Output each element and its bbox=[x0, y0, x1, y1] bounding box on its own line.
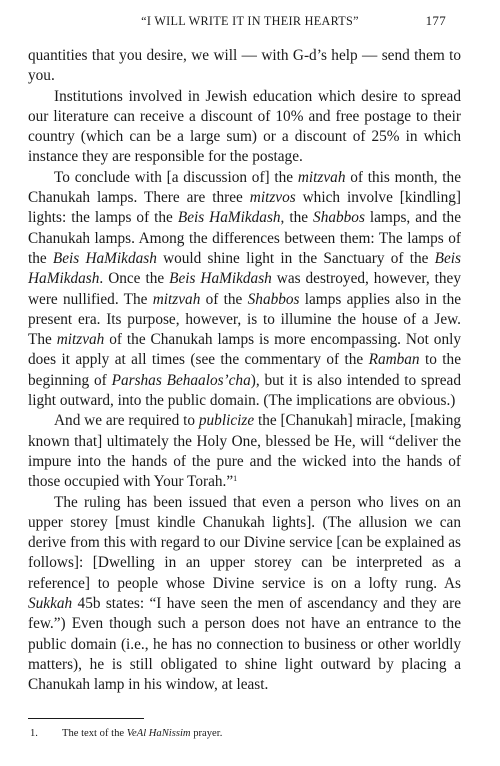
italic-term: Beis HaMikdash bbox=[177, 209, 281, 227]
paragraph bbox=[28, 493, 461, 696]
italic-term: Shabbos bbox=[247, 290, 300, 308]
text-run: ), but it is also intended to spread light outward, into the public domain. (The implications are obvious.) bbox=[28, 371, 461, 410]
text-run: The ruling has been issued that even a person who lives on an upper storey [must kindle Chanukah lights]. (The allusion we can derive from this with regard to our Divine service [can be explained as follows]: [Dwelling in an upper storey can be interpreted as a reference] to people whose Divine service is on a lofty rung. As bbox=[28, 493, 461, 592]
page-number: 177 bbox=[425, 13, 446, 28]
footnote bbox=[30, 727, 460, 741]
italic-term: Parshas Behaalos’cha bbox=[111, 371, 251, 389]
text-run: Institutions involved in Jewish education which desire to spread our literature can receive a discount of 10% and free postage to their country (which can be a large sum) or a discount of 25% in which instance they are responsible for the postage. bbox=[28, 87, 461, 166]
text-run: lamps, and the Chanukah lamps. Among the differences between them: The lamps of the bbox=[28, 209, 461, 267]
body-text bbox=[28, 46, 461, 696]
text-run: , the bbox=[280, 209, 314, 227]
italic-term: Shabbos bbox=[313, 209, 365, 227]
text-run: lamps applies also in the present era. Its purpose, however, is to illumine the house of a Jew. The bbox=[28, 290, 462, 349]
italic-term: mitzvah bbox=[297, 168, 346, 186]
footnote-text bbox=[62, 728, 222, 739]
italic-term: Ramban bbox=[368, 351, 420, 369]
paragraph bbox=[28, 46, 461, 87]
text-run: 45b states: “I have seen the men of ascendancy and they are few.”) Even though such a person does not have an entrance to the public domain (i.e., he has no connection to business or other worldly matters), he is still obligated to shine light outward by placing a Chanukah lamp in his window, at least. bbox=[28, 595, 461, 694]
text-run: And we are required to bbox=[54, 412, 199, 430]
italic-term: Sukkah bbox=[28, 595, 73, 613]
text-run: prayer. bbox=[190, 728, 223, 739]
italic-term: mitzvah bbox=[56, 331, 105, 349]
italic-term: publicize bbox=[198, 412, 255, 430]
paragraph bbox=[28, 411, 461, 492]
text-run: was destroyed, however, they were nullified. The bbox=[28, 270, 461, 308]
text-run: which involve [kindling] lights: the lamps of the bbox=[28, 189, 461, 227]
text-run: The text of the bbox=[62, 728, 127, 739]
text-run: would shine light in the Sanctuary of the bbox=[156, 249, 435, 267]
italic-term: mitzvos bbox=[249, 189, 296, 207]
italic-term: Beis HaMikdash bbox=[28, 249, 461, 288]
text-run: to the beginning of bbox=[28, 351, 461, 389]
text-run: quantities that you desire, we will — with G-d’s help — send them to you. bbox=[28, 47, 461, 85]
paragraph bbox=[28, 87, 461, 168]
italic-term: Beis HaMikdash bbox=[169, 270, 272, 288]
text-run: . Once the bbox=[99, 270, 170, 288]
text-run: of the Chanukah lamps is more encompassing. Not only does it apply at all times (see the commentary of the bbox=[28, 331, 461, 369]
italic-term: Beis HaMikdash bbox=[52, 249, 157, 267]
text-run: the [Chanukah] miracle, [making known that] ultimately the Holy One, blessed be He, will “deliver the impure into the hands of the pure and the wicked into the hands of those occupied with Your Torah.” bbox=[28, 412, 461, 491]
text-run: To conclude with [a discussion of] the bbox=[54, 168, 298, 186]
paragraph bbox=[28, 168, 461, 412]
footnote-ref: 1 bbox=[233, 474, 238, 484]
text-run: of this month, the Chanukah lamps. There are three bbox=[28, 168, 461, 207]
running-head bbox=[0, 14, 500, 34]
text-run: of the bbox=[200, 290, 248, 308]
italic-term: mitzvah bbox=[152, 290, 201, 308]
footnote-number: 1. bbox=[30, 728, 38, 739]
running-title: “I WILL WRITE IT IN THEIR HEARTS” bbox=[141, 14, 359, 28]
footnote-rule bbox=[28, 718, 144, 719]
italic-term: VeAl HaNissim bbox=[126, 728, 191, 739]
